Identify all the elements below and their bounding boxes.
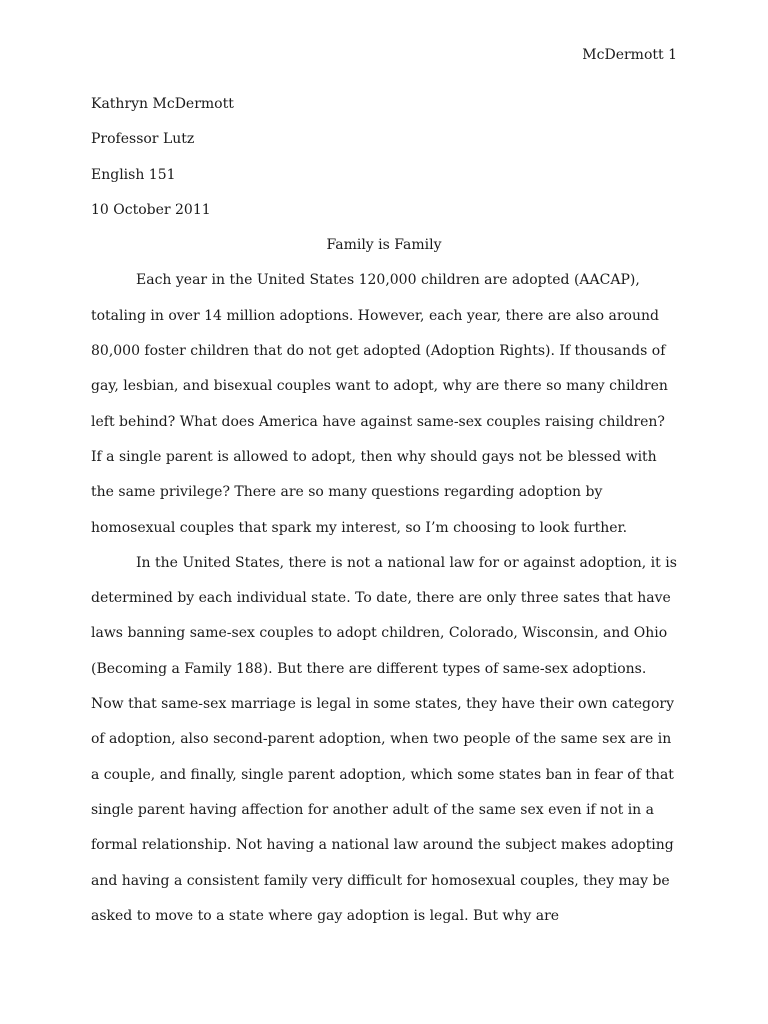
date-line: 10 October 2011	[91, 201, 211, 218]
instructor-name: Professor Lutz	[91, 131, 195, 148]
course-name: English 151	[91, 166, 176, 183]
essay-title: Family is Family	[326, 237, 442, 254]
author-name: Kathryn McDermott	[91, 96, 234, 112]
paragraph: In the United States, there is not a national law for or against adoption, it is determined by each individual state. To date, there are only three sates that have laws banning same-sex couples to adopt children, Colorado, Wisconsin, and Ohio (Becoming a Family 188). But there are different types of same-sex adoptions. Now that same-sex marriage is legal in some states, they have their own category of adoption, also second-parent adoption, when two people of the same sex are in a couple, and finally, single parent adoption, which some states ban in fear of that single parent having affection for another adult of the same sex even if not in a formal relationship. Not having a national law around the subject makes adopting and having a consistent family very difficult for homosexual couples, they may be asked to move to a state where gay adoption is legal. But why are	[91, 554, 677, 924]
running-head-page-number: McDermott 1	[582, 47, 677, 63]
document-body	[91, 87, 677, 934]
paragraph: Each year in the United States 120,000 children are adopted (AACAP), totaling in over 14 million adoptions. However, each year, there are also around 80,000 foster children that do not get adopted (Adoption Rights). If thousands of gay, lesbian, and bisexual couples want to adopt, why are there so many children left behind? What does America have against same-sex couples raising children? If a single parent is allowed to adopt, then why should gays not be blessed with the same privilege? There are so many questions regarding adoption by homosexual couples that spark my interest, so I’m choosing to look further.	[91, 272, 668, 536]
